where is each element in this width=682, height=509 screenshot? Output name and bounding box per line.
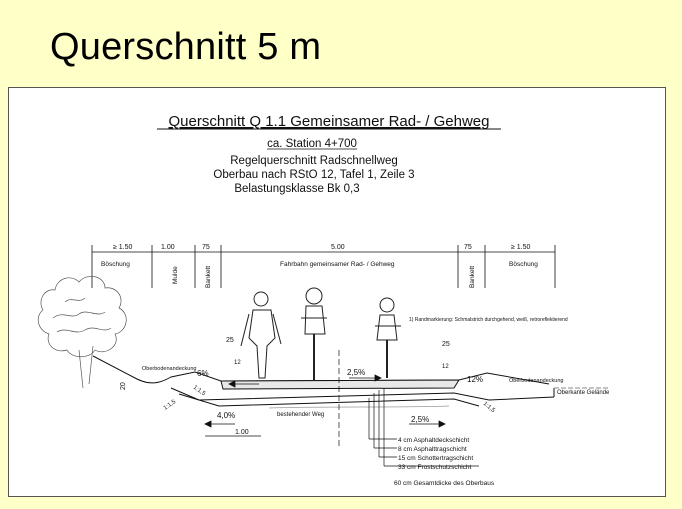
dim-fahrbahn: 5.00 [331, 244, 345, 251]
cross-section-drawing [8, 87, 666, 497]
label-dim-25-left: 25 [226, 337, 234, 344]
label-dim-1-00: 1.00 [235, 429, 249, 436]
layer-total: 60 cm Gesamtdicke des Oberbaus [394, 480, 495, 487]
zone-mulde: Mulde [172, 266, 179, 284]
label-oberboden-right: Oberbodenandeckung [509, 378, 564, 384]
dim-bankett-right: 75 [464, 244, 472, 251]
layer-1: 4 cm Asphaltdeckschicht [398, 437, 470, 444]
label-oberboden-left: Oberbodenandeckung [142, 366, 197, 372]
dim-mulde: 1.00 [161, 244, 175, 251]
vegetation-illustration [38, 276, 126, 388]
existing-path-line [269, 406, 449, 408]
zone-bankett-right: Bankett [469, 265, 476, 288]
label-slope-12: 12% [467, 375, 484, 384]
zone-boeschung-right: Böschung [509, 261, 538, 268]
dim-boeschung-right: ≥ 1.50 [511, 244, 531, 251]
pedestrian-figure [241, 292, 281, 378]
cyclist-figure-left [301, 288, 327, 381]
station-text: ca. Station 4+700 [267, 138, 357, 150]
pavement [221, 380, 459, 389]
layer-3: 15 cm Schottertragschicht [398, 455, 474, 462]
label-dim-12-left: 12 [234, 360, 241, 366]
label-ratio-mid: 1:1,5 [191, 384, 207, 398]
zone-bankett-left: Bankett [205, 265, 212, 288]
drawing-title: Querschnitt Q 1.1 Gemeinsamer Rad- / Gehweg [168, 113, 490, 130]
label-dim-12-right: 12 [442, 364, 449, 370]
cross-section-svg [9, 88, 667, 498]
zone-fahrbahn: Fahrbahn gemeinsamer Rad- / Gehweg [280, 261, 395, 268]
subgrade [179, 394, 479, 406]
label-bestehender-weg: bestehender Weg [277, 412, 325, 418]
cyclist-figure-right [375, 298, 401, 378]
label-slope-2-5-lower: 2,5% [411, 415, 430, 424]
label-dim-20: 20 [120, 382, 127, 390]
label-slope-2-5-main: 2,5% [347, 368, 366, 377]
heading-line2: Oberbau nach RStO 12, Tafel 1, Zeile 3 [213, 169, 415, 181]
label-slope-4: 4,0% [217, 411, 236, 420]
heading-line1: Regelquerschnitt Radschnellweg [230, 155, 398, 167]
label-ratio-left: 1:1,5 [162, 399, 178, 412]
label-dim-25-right: 25 [442, 341, 450, 348]
note-randmarkierung: 1) Randmarkierung: Schmalstrich durchgehend, weiß, retroreflektierend [409, 317, 568, 323]
label-oberkante: Oberkante Gelände [557, 390, 610, 396]
zone-boeschung-left: Böschung [101, 261, 130, 268]
slide-title: Querschnitt 5 m [50, 26, 322, 68]
heading-line3: Belastungsklasse Bk 0,3 [234, 183, 360, 195]
layer-2: 8 cm Asphalttragschicht [398, 446, 467, 453]
dim-bankett-left: 75 [202, 244, 210, 251]
label-ratio-right: 1:1,5 [481, 400, 496, 415]
dim-boeschung-left: ≥ 1.50 [113, 244, 133, 251]
layer-4: 33 cm Frostschutzschicht [398, 464, 472, 471]
label-slope-6: 6% [197, 369, 209, 378]
